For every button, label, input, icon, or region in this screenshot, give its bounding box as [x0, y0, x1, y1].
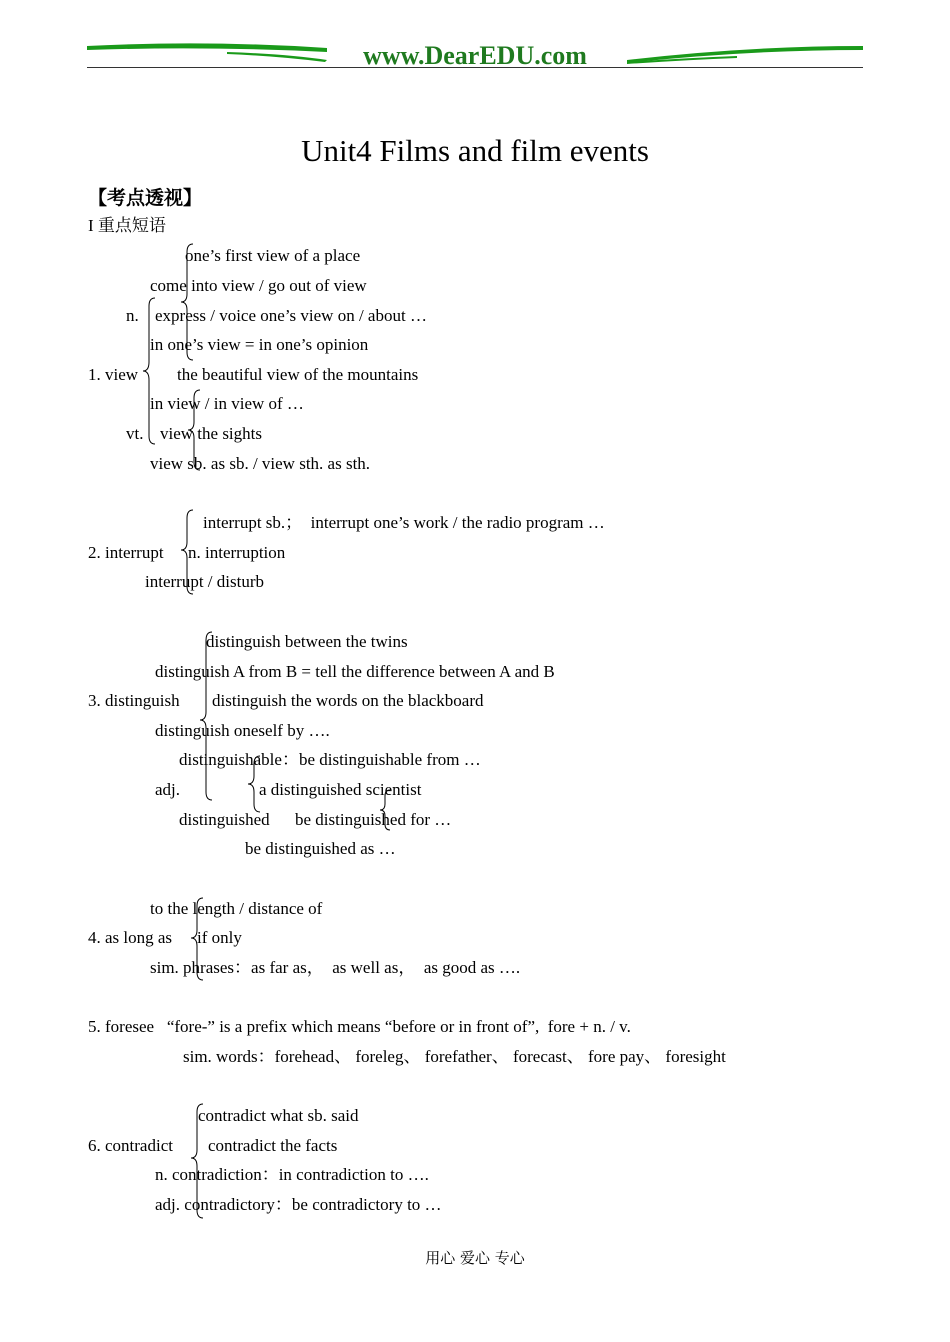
- contradict-line-2: contradict the facts: [208, 1136, 338, 1155]
- aslongas-line-1: to the length / distance of: [150, 899, 323, 918]
- view-line-6: in view / in view of …: [150, 394, 304, 413]
- distinguish-line-8: be distinguished as …: [245, 839, 396, 858]
- distinguish-line-5: distinguishable：be distinguishable from …: [179, 750, 481, 769]
- contradict-headword: 6. contradict: [88, 1136, 173, 1155]
- view-line-8: view sb. as sb. / view sth. as sth.: [150, 454, 371, 473]
- distinguish-line-2: distinguish A from B = tell the difference between A and B: [155, 662, 555, 681]
- view-line-5: the beautiful view of the mountains: [177, 365, 419, 384]
- site-logo-text: www.DearEDU.com: [363, 41, 587, 70]
- header-rule: [87, 67, 863, 68]
- aslongas-headword: 4. as long as: [88, 928, 173, 947]
- contradict-line-1: contradict what sb. said: [198, 1106, 359, 1125]
- distinguish-line-7b: be distinguished for …: [295, 810, 452, 829]
- interrupt-line-1: interrupt sb.； interrupt one’s work / the radio program …: [203, 513, 605, 532]
- aslongas-line-3: sim. phrases：as far as， as well as， as good as ….: [150, 958, 521, 977]
- left-swoosh-tail: [227, 52, 327, 62]
- distinguish-line-1: distinguish between the twins: [206, 632, 408, 651]
- header-logo: [87, 38, 863, 70]
- view-line-2: come into view / go out of view: [150, 276, 367, 295]
- brace-view-main: [143, 298, 155, 444]
- page-title: Unit4 Films and film events: [301, 133, 649, 168]
- foresee-line-2: sim. words：forehead、 foreleg、 forefather、 forecast、 fore pay、 foresight: [183, 1047, 726, 1066]
- interrupt-headword: 2. interrupt: [88, 543, 164, 562]
- distinguish-pos-adj: adj.: [155, 780, 181, 799]
- distinguish-line-7a: distinguished: [179, 810, 270, 829]
- view-line-3: express / voice one’s view on / about …: [155, 306, 427, 325]
- interrupt-line-2: n. interruption: [188, 543, 286, 562]
- view-line-7: view the sights: [160, 424, 262, 443]
- distinguish-headword: 3. distinguish: [88, 691, 180, 710]
- subsection-heading: I 重点短语: [88, 216, 166, 235]
- distinguish-line-6: a distinguished scientist: [259, 780, 422, 799]
- interrupt-line-3: interrupt / disturb: [145, 572, 264, 591]
- distinguish-line-4: distinguish oneself by ….: [155, 721, 330, 740]
- section-heading: 【考点透视】: [88, 187, 203, 209]
- foresee-headword: 5. foresee “fore-” is a prefix which means “before or in front of”, fore + n. / v.: [88, 1017, 631, 1036]
- view-line-4: in one’s view = in one’s opinion: [150, 335, 369, 354]
- view-line-1: one’s first view of a place: [185, 246, 361, 265]
- contradict-line-4: adj. contradictory：be contradictory to …: [155, 1195, 442, 1214]
- view-pos-verb: vt.: [126, 424, 144, 443]
- page-footer: 用心 爱心 专心: [425, 1249, 525, 1267]
- left-swoosh: [87, 43, 327, 52]
- contradict-line-3: n. contradiction：in contradiction to ….: [155, 1165, 429, 1184]
- view-pos-noun: n.: [126, 306, 139, 325]
- distinguish-line-3: distinguish the words on the blackboard: [212, 691, 484, 710]
- view-headword: 1. view: [88, 365, 139, 384]
- aslongas-line-2: if only: [197, 928, 242, 947]
- brace-distinguish: [200, 632, 212, 800]
